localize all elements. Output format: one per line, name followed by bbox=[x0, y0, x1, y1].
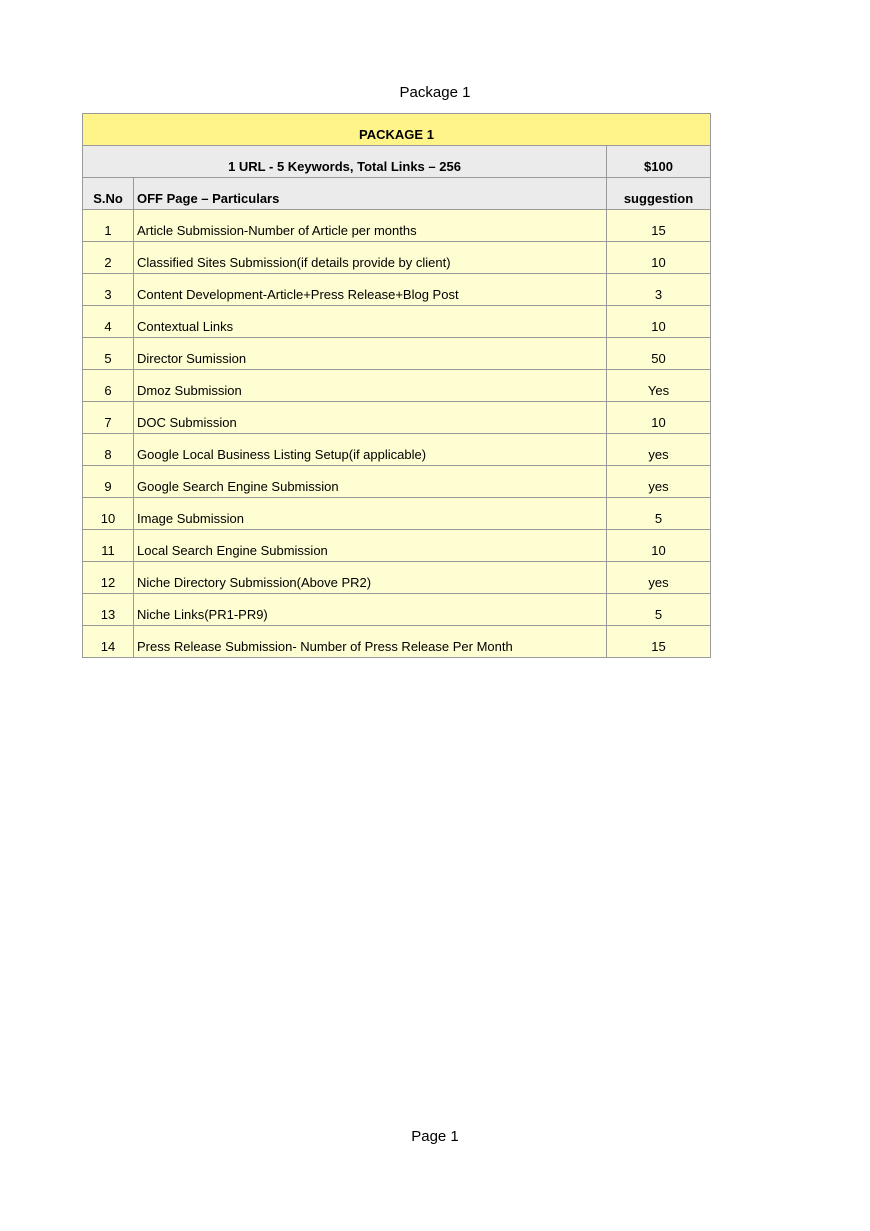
row-suggestion-value: 3 bbox=[607, 274, 711, 306]
row-sno: 10 bbox=[83, 498, 134, 530]
row-particular: Press Release Submission- Number of Press Release Per Month bbox=[134, 626, 607, 658]
page-header: Package 1 bbox=[399, 84, 471, 101]
row-particular: Niche Links(PR1-PR9) bbox=[134, 594, 607, 626]
row-suggestion-value: 10 bbox=[607, 402, 711, 434]
table-row bbox=[83, 210, 711, 242]
column-header-sno: S.No bbox=[83, 178, 134, 210]
row-sno: 14 bbox=[83, 626, 134, 658]
table-row bbox=[83, 274, 711, 306]
row-suggestion-value: Yes bbox=[607, 370, 711, 402]
row-sno: 1 bbox=[83, 210, 134, 242]
row-particular: DOC Submission bbox=[134, 402, 607, 434]
row-suggestion-value: 15 bbox=[607, 210, 711, 242]
row-suggestion-value: 10 bbox=[607, 242, 711, 274]
row-sno: 12 bbox=[83, 562, 134, 594]
package-table bbox=[82, 113, 711, 658]
row-particular: Niche Directory Submission(Above PR2) bbox=[134, 562, 607, 594]
row-suggestion-value: yes bbox=[607, 562, 711, 594]
row-sno: 3 bbox=[83, 274, 134, 306]
row-particular: Google Search Engine Submission bbox=[134, 466, 607, 498]
table-row bbox=[83, 306, 711, 338]
table-row bbox=[83, 594, 711, 626]
row-particular: Director Sumission bbox=[134, 338, 607, 370]
table-row bbox=[83, 338, 711, 370]
table-row bbox=[83, 402, 711, 434]
row-particular: Classified Sites Submission(if details provide by client) bbox=[134, 242, 607, 274]
package-price: $100 bbox=[607, 146, 711, 178]
table-row bbox=[83, 434, 711, 466]
table-row bbox=[83, 242, 711, 274]
package-summary: 1 URL - 5 Keywords, Total Links – 256 bbox=[83, 146, 607, 178]
row-sno: 5 bbox=[83, 338, 134, 370]
table-row bbox=[83, 530, 711, 562]
page-footer: Page 1 bbox=[411, 1128, 459, 1145]
row-suggestion-value: 10 bbox=[607, 530, 711, 562]
row-particular: Content Development-Article+Press Release+Blog Post bbox=[134, 274, 607, 306]
row-suggestion-value: 10 bbox=[607, 306, 711, 338]
row-particular: Google Local Business Listing Setup(if applicable) bbox=[134, 434, 607, 466]
column-header-particulars: OFF Page – Particulars bbox=[134, 178, 607, 210]
column-header-row bbox=[83, 178, 711, 210]
row-suggestion-value: 5 bbox=[607, 498, 711, 530]
row-particular: Article Submission-Number of Article per months bbox=[134, 210, 607, 242]
row-sno: 9 bbox=[83, 466, 134, 498]
subheader-row bbox=[83, 146, 711, 178]
table-title-row bbox=[83, 114, 711, 146]
row-sno: 11 bbox=[83, 530, 134, 562]
row-particular: Dmoz Submission bbox=[134, 370, 607, 402]
column-header-suggestion: suggestion bbox=[607, 178, 711, 210]
row-suggestion-value: 50 bbox=[607, 338, 711, 370]
table-row bbox=[83, 370, 711, 402]
table-row bbox=[83, 626, 711, 658]
table-row bbox=[83, 562, 711, 594]
table-row bbox=[83, 466, 711, 498]
row-sno: 7 bbox=[83, 402, 134, 434]
row-suggestion-value: yes bbox=[607, 466, 711, 498]
row-suggestion-value: 5 bbox=[607, 594, 711, 626]
row-sno: 2 bbox=[83, 242, 134, 274]
row-suggestion-value: yes bbox=[607, 434, 711, 466]
table-row bbox=[83, 498, 711, 530]
row-suggestion-value: 15 bbox=[607, 626, 711, 658]
row-particular: Contextual Links bbox=[134, 306, 607, 338]
row-sno: 13 bbox=[83, 594, 134, 626]
row-particular: Image Submission bbox=[134, 498, 607, 530]
row-sno: 8 bbox=[83, 434, 134, 466]
row-sno: 6 bbox=[83, 370, 134, 402]
row-sno: 4 bbox=[83, 306, 134, 338]
table-title: PACKAGE 1 bbox=[83, 114, 711, 146]
row-particular: Local Search Engine Submission bbox=[134, 530, 607, 562]
